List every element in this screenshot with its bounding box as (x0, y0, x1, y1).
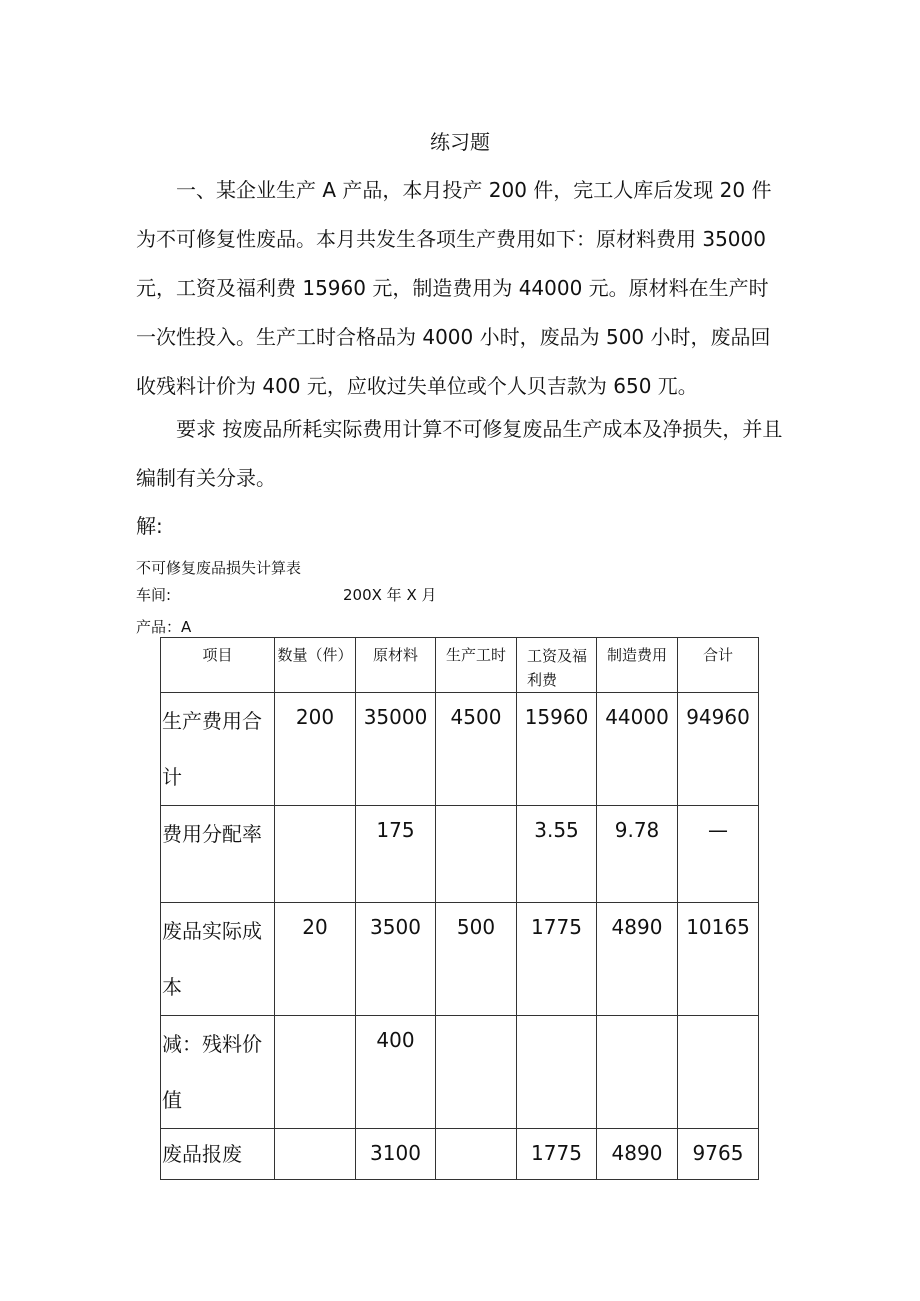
table-cell: 3100 (356, 1129, 436, 1180)
table-cell: 500 (436, 903, 517, 1016)
solution-label: 解: (136, 514, 163, 538)
table-title: 不可修复废品损失计算表 (136, 559, 302, 577)
table-cell: 9765 (678, 1129, 759, 1180)
table-cell (436, 1129, 517, 1180)
header-cell: 工资及福利费 (517, 638, 597, 693)
table-row (161, 806, 759, 903)
table-row (161, 903, 759, 1016)
row-label: 减：残料价值 (161, 1016, 275, 1129)
table-cell: 35000 (356, 693, 436, 806)
table-cell: 9.78 (597, 806, 678, 903)
table-cell (678, 1016, 759, 1129)
row-label: 生产费用合计 (161, 693, 275, 806)
table-cell: 20 (275, 903, 356, 1016)
header-cell: 合计 (678, 638, 759, 693)
table-cell: 10165 (678, 903, 759, 1016)
table-cell: 1775 (517, 1129, 597, 1180)
table-cell: 4890 (597, 903, 678, 1016)
table-cell (436, 1016, 517, 1129)
row-label: 费用分配率 (161, 806, 275, 903)
header-cell: 数量（件） (275, 638, 356, 693)
header-cell: 生产工时 (436, 638, 517, 693)
table-cell (275, 806, 356, 903)
table-cell: 94960 (678, 693, 759, 806)
table-cell: 1775 (517, 903, 597, 1016)
header-cell: 项目 (161, 638, 275, 693)
table-cell: 175 (356, 806, 436, 903)
table-cell (436, 806, 517, 903)
product-label: 产品：A (136, 618, 192, 636)
table-cell (275, 1129, 356, 1180)
table-cell: 3.55 (517, 806, 597, 903)
table-header-row (161, 638, 759, 693)
header-cell: 原材料 (356, 638, 436, 693)
table-row (161, 1129, 759, 1180)
loss-calculation-table (160, 637, 759, 1180)
page-title: 练习题 (430, 130, 490, 154)
requirement-text: 要求 按废品所耗实际费用计算不可修复废品生产成本及净损失，并且编制有关分录。 (136, 417, 783, 490)
table-cell: 4890 (597, 1129, 678, 1180)
table-row (161, 693, 759, 806)
problem-text: 一、某企业生产 A 产品，本月投产 200 件，完工人库后发现 20 件为不可修复性废品。本月共发生各项生产费用如下：原材料费用 35000 元，工资及福利费 15960 元，制造费用为 44000 元。原材料在生产时一次性投入。生产工时合格品为 4000 小时，废品为 500 小时，废品回收残料计价为 400 元，应收过失单位或个人贝吉款为 650 兀。 (136, 178, 772, 398)
table-cell: 400 (356, 1016, 436, 1129)
table-row (161, 1016, 759, 1129)
header-cell: 制造费用 (597, 638, 678, 693)
table-cell: 4500 (436, 693, 517, 806)
table-cell: 200 (275, 693, 356, 806)
row-label: 废品报废 (161, 1129, 275, 1180)
table-cell: — (678, 806, 759, 903)
table-cell: 3500 (356, 903, 436, 1016)
table-cell: 44000 (597, 693, 678, 806)
workshop-label: 车间: (136, 586, 172, 604)
table-cell (517, 1016, 597, 1129)
row-label: 废品实际成本 (161, 903, 275, 1016)
table-cell: 15960 (517, 693, 597, 806)
table-cell (275, 1016, 356, 1129)
date-label: 200X 年 X 月 (343, 586, 437, 604)
table-cell (597, 1016, 678, 1129)
